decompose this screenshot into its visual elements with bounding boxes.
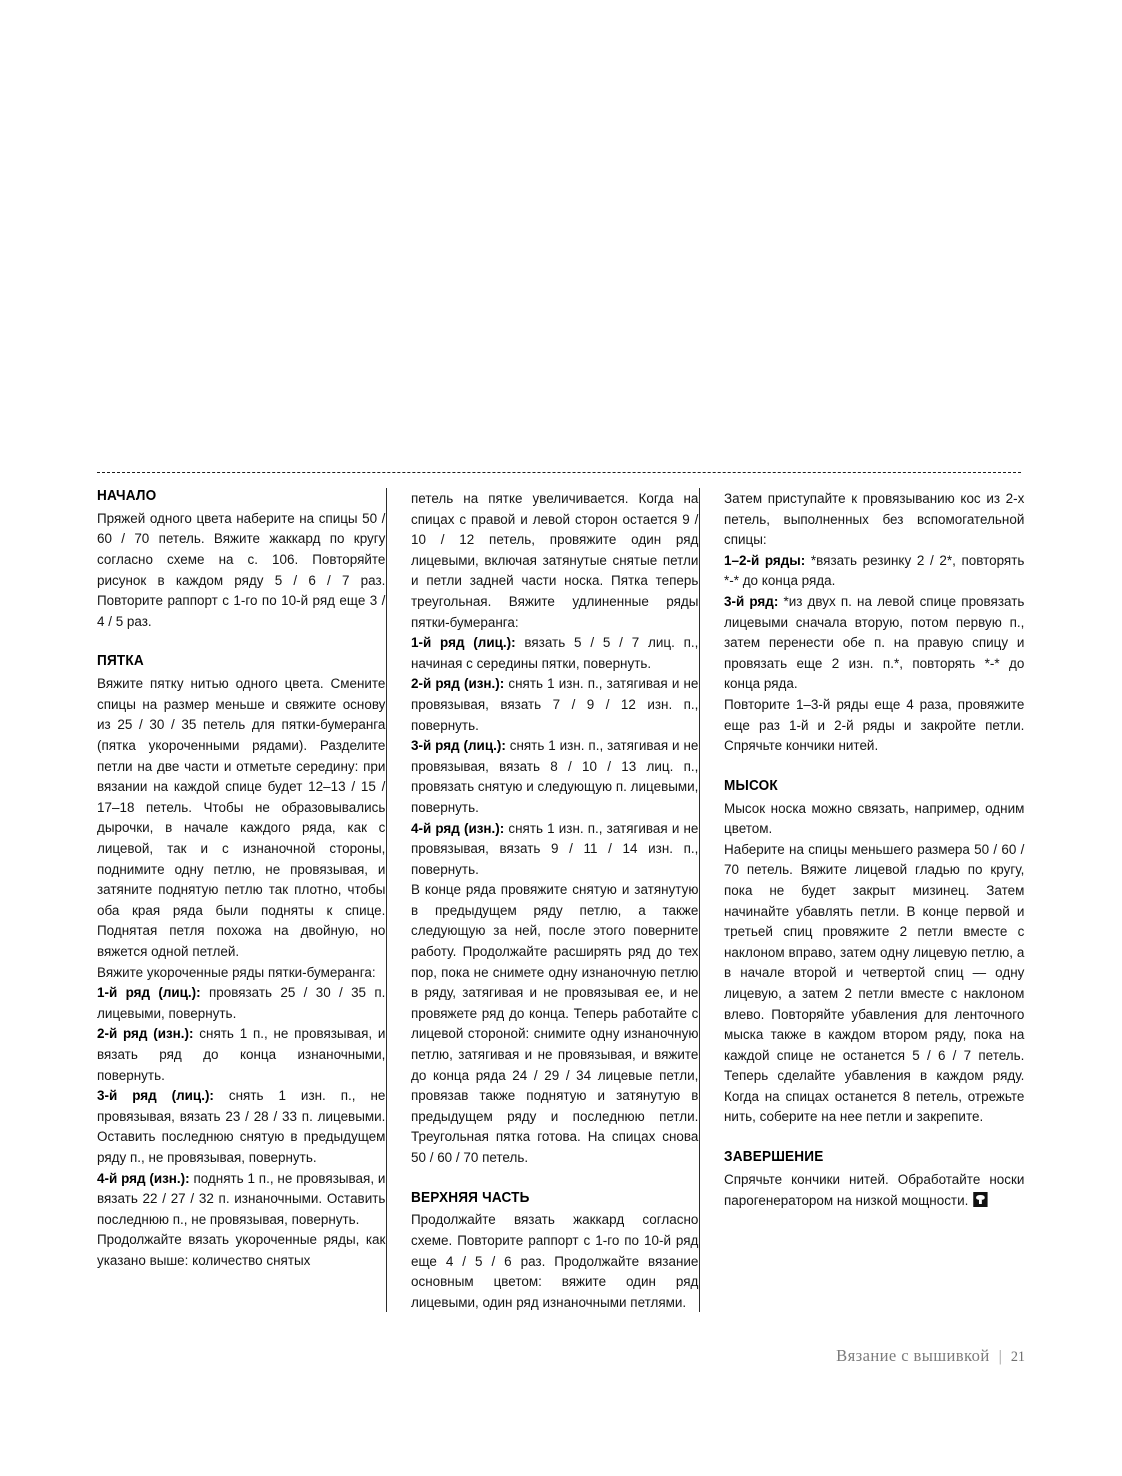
text-columns: [97, 488, 1025, 1312]
paragraph-heel-finish: В конце ряда провяжите снятую и затянутую в предыдущем ряду петлю, а также следующую за ней, после этого поверните работу. Продолжайте расширять ряд до тех пор, пока не снимете одну изнаночную петлю в ряду, затягивая и не провязывая ее, и не провяжете ряд до конца. Теперь работайте с лицевой стороной: снимите одну изнаночную петлю, затягивая и не провязывая, и вяжите до конца ряда 24 / 29 / 34 лицевые петли, провязав также поднятую и затянутую в предыдущем ряду и последнюю петли. Треугольная пятка готова. На спицах снова 50 / 60 / 70 петель.: [411, 881, 699, 1165]
paragraph-row-3: 3-й ряд (лиц.): снять 1 изн. п., не провязывая, вязать 23 / 28 / 33 п. лицевыми. Оставить последнюю снятую в предыдущем ряду п., не провязывая, повернуть.: [97, 1087, 386, 1165]
section-heading-verhnyaya-chast: ВЕРХНЯЯ ЧАСТЬ: [411, 1189, 530, 1206]
paragraph-cable-repeat: Повторите 1–3-й ряды еще 4 раза, провяжите еще раз 1-й и 2-й ряды и закройте петли. Спрячьте кончики нитей.: [724, 695, 1025, 754]
paragraph-long-row-3: 3-й ряд (лиц.): снять 1 изн. п., затягивая и не провязывая, вязать 8 / 10 / 13 лиц. п., провязать снятую и следующую п. лицевыми, повернуть.: [411, 737, 699, 815]
paragraph-finishing: [724, 1169, 1024, 1210]
paragraph-heel-continued: петель на пятке увеличивается. Когда на спицах с правой и левой сторон остается 9 / 10 / 12 петель, провяжите один ряд лицевыми, включая затянутые снятые петли и петли задней части носка. Пятка теперь треугольная. Вяжите удлиненные ряды пятки-бумеранга:: [411, 490, 699, 630]
paragraph-toe-instructions: Наберите на спицы меньшего размера 50 / 60 / 70 петель. Вяжите лицевой гладью по кругу, пока не будет закрыт мизинец. Затем начинайте убавлять петли. В конце первой и третьей спиц провяжите 2 петли вместе с наклоном вправо, затем одну лицевую петлю, а в начале второй и четвертой спиц — одну лицевую, а затем 2 петли вместе с наклоном влево. Повторяйте убавления для ленточного мыска также в каждом втором ряду, пока на каждой спице не останется 5 / 6 / 7 петель. Теперь сделайте убавления в каждом ряду. Когда на спицах останется 8 петель, отрежьте нить, соберите на нее петли и закрепите.: [724, 840, 1025, 1125]
footer-page-number: 21: [1010, 1349, 1025, 1365]
column-1: [97, 488, 386, 1312]
paragraph-toe-intro: Мысок носка можно связать, например, одним цветом.: [724, 799, 1025, 837]
page-footer: [836, 1346, 1025, 1366]
section-heading-mysok: МЫСОК: [724, 777, 778, 794]
finishing-text: Спрячьте кончики нитей. Обработайте носки парогенератором на низкой мощности.: [724, 1170, 1025, 1208]
paragraph-upper-part: Продолжайте вязать жаккард согласно схеме. Повторите раппорт с 1-го по 10-й ряд еще 4 / 5 / 6 раз. Продолжайте вязание основным цветом: вяжите один ряд лицевыми, один ряд изнаночными петлями.: [411, 1211, 699, 1310]
paragraph-long-row-1: 1-й ряд (лиц.): вязать 5 / 5 / 7 лиц. п., начиная с середины пятки, повернуть.: [411, 634, 699, 671]
section-heading-zavershenie: ЗАВЕРШЕНИЕ: [724, 1149, 824, 1166]
paragraph-row-1: 1-й ряд (лиц.): провязать 25 / 30 / 35 п. лицевыми, повернуть.: [97, 984, 386, 1021]
footer-publication-title: Вязание с вышивкой: [836, 1346, 990, 1365]
paragraph-cable-rows-1-2: 1–2-й ряды: *вязать резинку 2 / 2*, повторять *-* до конца ряда.: [724, 551, 1025, 589]
paragraph-pyatka-rows-intro: Вяжите укороченные ряды пятки-бумеранга:: [97, 963, 376, 980]
footer-separator: |: [998, 1348, 1002, 1365]
paragraph-nachalo: Пряжей одного цвета наберите на спицы 50 / 60 / 70 петель. Вяжите жаккард по кругу согласно схеме на с. 106. Повторяйте рисунок в каждом ряду 5 / 6 / 7 раз. Повторите раппорт с 1-го по 10-й ряд еще 3 / 4 / 5 раз.: [97, 509, 386, 629]
column-2: [386, 488, 699, 1312]
paragraph-continue-short-rows: Продолжайте вязать укороченные ряды, как указано выше: количество снятых: [97, 1231, 386, 1268]
paragraph-long-row-4: 4-й ряд (изн.): снять 1 изн. п., затягивая и не провязывая, вязать 9 / 11 / 14 изн. п., повернуть.: [411, 819, 699, 877]
paragraph-pyatka-intro: Вяжите пятку нитью одного цвета. Смените спицы на размер меньше и свяжите основу из 25 / 30 / 35 петель для пятки-бумеранга (пятка укороченными рядами). Разделите петли на две части и отметьте середину: при вязании на каждой спице будет 12–13 / 15 / 17–18 петель. Чтобы не образовывались дырочки, в начале каждого ряда, как с лицевой, так и с изнаночной стороны, поднимите одну петлю, не провязывая, и затяните поднятую петлю так плотно, чтобы оба края ряда были подняты к спице. Поднятая петля похожа на двойную, но вяжется одной петлей.: [97, 675, 386, 959]
paragraph-cable-row-3: 3-й ряд: *из двух п. на левой спице провязать лицевыми сначала вторую, потом первую п., затем перенести обе п. на правую спицу и провязать еще 2 изн. п.*, повторять *-* до конца ряда.: [724, 592, 1025, 692]
paragraph-row-4: 4-й ряд (изн.): поднять 1 п., не провязывая, и вязать 22 / 27 / 32 п. изнаночными. Оставить последнюю п., не провязывая, повернуть.: [97, 1169, 386, 1227]
section-heading-nachalo: НАЧАЛО: [97, 488, 157, 504]
paragraph-long-row-2: 2-й ряд (изн.): снять 1 изн. п., затягивая и не провязывая, вязать 7 / 9 / 12 изн. п., повернуть.: [411, 675, 699, 733]
paragraph-row-2: 2-й ряд (изн.): снять 1 п., не провязывая, и вязать ряд до конца изнаночными, повернуть.: [97, 1025, 386, 1083]
column-3: [699, 488, 1025, 1312]
top-dashed-rule: [97, 472, 1021, 473]
paragraph-cables-intro: Затем приступайте к провязыванию кос из 2-х петель, выполненных без вспомогательной спицы:: [724, 490, 1025, 548]
end-of-article-ornament-icon: [973, 1192, 987, 1207]
section-heading-pyatka: ПЯТКА: [97, 653, 144, 670]
